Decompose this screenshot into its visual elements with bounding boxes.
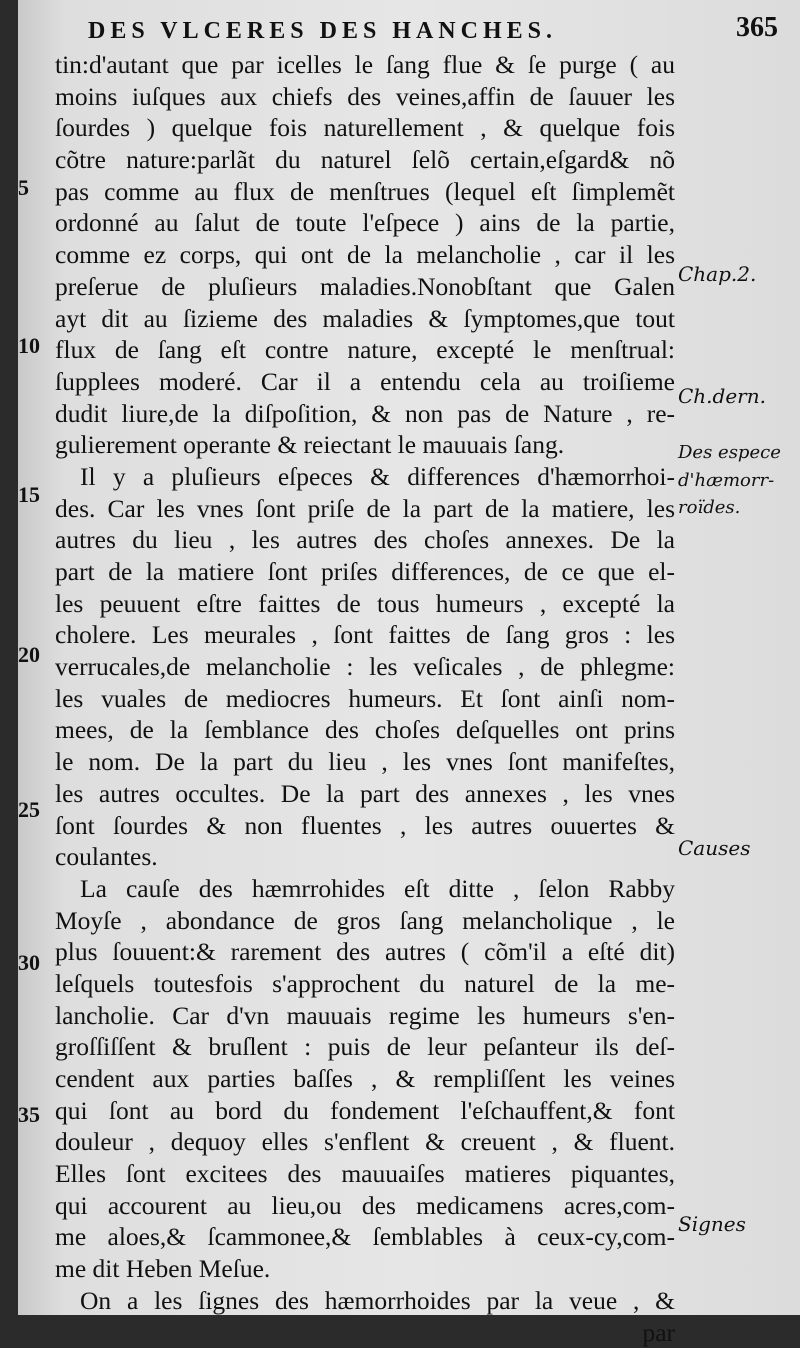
text-line: les autres occultes. De la part des annexes , les vnes <box>55 778 675 810</box>
text-line: des. Car les vnes ſont priſe de la part de la matiere, les <box>55 493 675 525</box>
text-line: me dit Heben Meſue. <box>55 1253 675 1285</box>
text-line: lancholie. Car d'vn mauuais regime les humeurs s'en- <box>55 1000 675 1032</box>
text-line: flux de ſang eſt contre nature, excepté le menſtrual: <box>55 334 675 366</box>
margin-note-especes: roïdes. <box>678 497 740 518</box>
text-line: les peuuent eſtre faittes de tous humeurs , excepté la <box>55 588 675 620</box>
line-number: 5 <box>18 175 54 201</box>
page-header <box>88 12 778 52</box>
margin-note-signes: Signes <box>678 1212 746 1236</box>
text-line: comme ez corps, qui ont de la melancholie , car il les <box>55 239 675 271</box>
text-line: me aloes,& ſcammonee,& ſemblables à ceux-cy,com- <box>55 1221 675 1253</box>
text-line: part de la matiere ſont priſes differences, de ce que el- <box>55 556 675 588</box>
text-line: douleur , dequoy elles s'enflent & creuent , & fluent. <box>55 1126 675 1158</box>
line-number: 10 <box>18 333 54 359</box>
text-line: gulierement operante & reiectant le mauuais ſang. <box>55 429 675 461</box>
text-line: ſourdes ) quelque fois naturellement , & quelque fois <box>55 112 675 144</box>
margin-note-causes: Causes <box>678 836 750 860</box>
text-line: verrucales,de melancholie : les veſicales , de phlegme: <box>55 651 675 683</box>
text-line: leſquels toutesfois s'approchent du naturel de la me- <box>55 968 675 1000</box>
text-line: preſerue de pluſieurs maladies.Nonobſtant que Galen <box>55 271 675 303</box>
text-line: dudit liure,de la diſpoſition, & non pas de Nature , re- <box>55 398 675 430</box>
text-line: moins iuſques aux chiefs des veines,affin de ſauuer les <box>55 81 675 113</box>
text-line: cendent aux parties baſſes , & rempliſſent les veines <box>55 1063 675 1095</box>
text-line: cholere. Les meurales , ſont faittes de ſang gros : les <box>55 619 675 651</box>
text-line: tin:d'autant que par icelles le ſang flue & ſe purge ( au <box>55 49 675 81</box>
margin-note-especes: d'hæmorr- <box>678 470 774 491</box>
running-head: DES VLCERES DES HANCHES. <box>88 18 557 45</box>
line-number: 20 <box>18 642 54 668</box>
text-line: coulantes. <box>55 841 675 873</box>
text-line: Elles ſont excitees des mauuaiſes matieres piquantes, <box>55 1158 675 1190</box>
text-line: les vuales de mediocres humeurs. Et ſont ainſi nom- <box>55 683 675 715</box>
text-line: On a les ſignes des hæmorrhoides par la veue , & <box>55 1285 675 1317</box>
text-line: le nom. De la part du lieu , les vnes ſont manifeſtes, <box>55 746 675 778</box>
body-text <box>55 49 675 1348</box>
text-line: cõtre nature:parlãt du naturel ſelõ certain,eſgard& nõ <box>55 144 675 176</box>
text-line: Moyſe , abondance de gros ſang melancholique , le <box>55 905 675 937</box>
text-line: mees, de la ſemblance des choſes deſquelles ont prins <box>55 714 675 746</box>
line-number: 25 <box>18 797 54 823</box>
text-line: ordonné au ſalut de toute l'eſpece ) ains de la partie, <box>55 207 675 239</box>
margin-note-especes: Des espece <box>678 442 781 463</box>
text-line: autres du lieu , les autres des choſes annexes. De la <box>55 524 675 556</box>
line-number: 30 <box>18 950 54 976</box>
text-line: qui ſont au bord du fondement l'eſchauffent,& font <box>55 1095 675 1127</box>
book-page <box>18 0 800 1315</box>
text-line: Il y a pluſieurs eſpeces & differences d'hæmorrhoi- <box>55 461 675 493</box>
margin-note-chap: Chap.2. <box>678 262 756 286</box>
text-line: pas comme au flux de menſtrues (lequel eſt ſimplemẽt <box>55 176 675 208</box>
catchword: par <box>55 1317 675 1348</box>
page-number: 365 <box>736 12 778 44</box>
text-line: ſupplees moderé. Car il a entendu cela au troiſieme <box>55 366 675 398</box>
text-line: groſſiſſent & bruſlent : puis de leur peſanteur ils deſ- <box>55 1031 675 1063</box>
text-line: plus ſouuent:& rarement des autres ( cõm'il a eſté dit) <box>55 936 675 968</box>
text-line: ſont ſourdes & non fluentes , les autres ouuertes & <box>55 810 675 842</box>
text-line: ayt dit au ſizieme des maladies & ſymptomes,que tout <box>55 303 675 335</box>
text-line: qui accourent au lieu,ou des medicamens acres,com- <box>55 1190 675 1222</box>
line-number: 15 <box>18 482 54 508</box>
line-number: 35 <box>18 1102 54 1128</box>
margin-note-ch-dern: Ch.dern. <box>678 384 766 408</box>
text-line: La cauſe des hæmrrohides eſt ditte , ſelon Rabby <box>55 873 675 905</box>
